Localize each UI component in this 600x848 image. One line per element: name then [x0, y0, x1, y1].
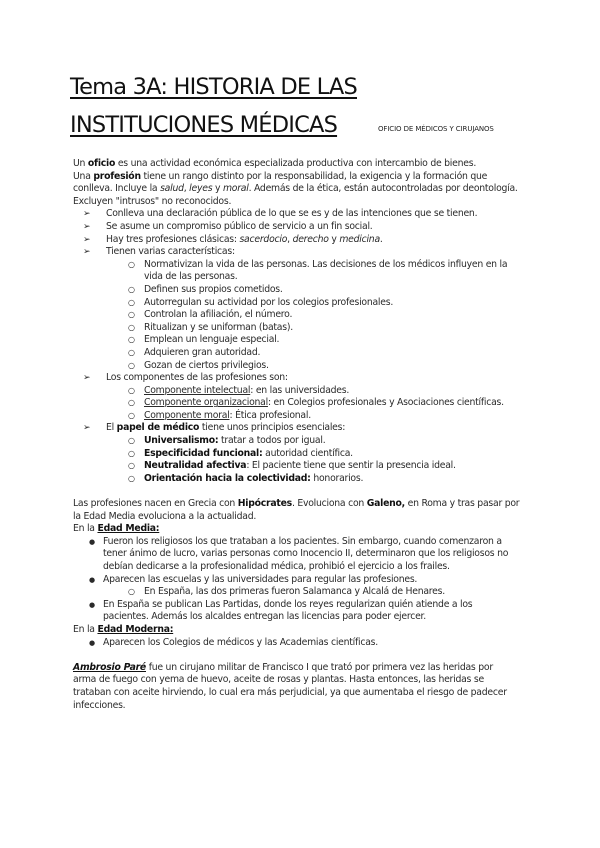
sub-list-item: ○ Neutralidad afectiva: El paciente tiene que sentir la presencia ideal. — [73, 460, 533, 473]
bullet-item: ● En España se publican Las Partidas, donde los reyes regularizan quién atiende a los — [73, 599, 533, 612]
bullet-item-cont: debían dedicarse a la profesionalidad médica, prohibió el ejercicio a los frailes. — [103, 561, 450, 572]
paragraph-oficio: Un oficio es una actividad económica especializada productiva con intercambio de bienes. — [73, 158, 477, 169]
sub-list-item: ○ En España, las dos primeras fueron Salamanca y Alcalá de Henares. — [73, 586, 533, 599]
heading-edad-moderna: En la Edad Moderna: — [73, 623, 174, 635]
list-item: ➢ Conlleva una declaración pública de lo que se es y de las intenciones que se tienen. — [73, 208, 533, 221]
list-item: ➢ Se asume un compromiso público de servicio a un fin social. — [73, 221, 533, 234]
bullet-item: ● Aparecen las escuelas y las universidades para regular las profesiones. — [73, 574, 533, 587]
paragraph-historia: Las profesiones nacen en Grecia con Hipócrates. Evoluciona con Galeno, en Roma y tras pasar por — [73, 498, 520, 510]
sub-list-item-cont: vida de las personas. — [144, 271, 238, 283]
sub-list-item: ○ Autorregulan su actividad por los colegios profesionales. — [73, 297, 533, 310]
paragraph-excluyen: Excluyen "intrusos" no reconocidos. — [73, 195, 232, 207]
list-item: ➢ El papel de médico tiene unos principios esenciales: — [73, 422, 533, 435]
sub-list-item: ○ Controlan la afiliación, el número. — [73, 309, 533, 322]
sub-list-item: ○ Emplean un lenguaje especial. — [73, 334, 533, 347]
page-subtitle: OFICIO DE MÉDICOS Y CIRUJANOS — [378, 125, 494, 133]
sub-list-item: ○ Componente intelectual: en las universidades. — [73, 385, 533, 398]
paragraph-profesion: Una profesión tiene un rango distinto por la responsabilidad, la exigencia y la formación que — [73, 170, 488, 182]
list-item: ➢ Los componentes de las profesiones son: — [73, 372, 533, 385]
heading-edad-media: En la Edad Media: — [73, 523, 160, 535]
page-title-line1: Tema 3A: HISTORIA DE LAS — [70, 74, 357, 100]
sub-list-item: ○ Adquieren gran autoridad. — [73, 347, 533, 360]
sub-list-item: ○ Gozan de ciertos privilegios. — [73, 360, 533, 373]
sub-list-item: ○ Componente organizacional: en Colegios profesionales y Asociaciones científicas. — [73, 397, 533, 410]
document-body — [73, 158, 533, 712]
paragraph-historia-cont: la Edad Media evoluciona a la actualidad. — [73, 510, 257, 522]
list-item: ➢ Hay tres profesiones clásicas: sacerdocio, derecho y medicina. — [73, 234, 533, 247]
sub-list-item: ○ Componente moral: Ética profesional. — [73, 410, 533, 423]
list-item: ➢ Tienen varias características: — [73, 246, 533, 259]
page-title-line2: INSTITUCIONES MÉDICAS — [70, 112, 338, 138]
sub-list-item: ○ Definen sus propios cometidos. — [73, 284, 533, 297]
sub-list-item: ○ Orientación hacia la colectividad: honorarios. — [73, 473, 533, 486]
paragraph-pare: Ambrosio Paré fue un cirujano militar de Francisco I que trató por primera vez las heridas por — [73, 661, 493, 673]
paragraph-pare-cont: trataban con aceite hirviendo, lo cual era más perjudicial, ya que aumentaba el riesgo de padecer — [73, 686, 507, 698]
paragraph-pare-cont: arma de fuego con yema de huevo, aceite de rosas y plantas. Hasta entonces, las heridas se — [73, 674, 484, 686]
sub-list-item: ○ Ritualizan y se uniforman (batas). — [73, 322, 533, 335]
paragraph-profesion-cont: conlleva. Incluye la salud, leyes y moral. Además de la ética, están autocontroladas por deontología. — [73, 183, 518, 195]
paragraph-pare-cont: infecciones. — [73, 699, 126, 711]
sub-list-item: ○ Universalismo: tratar a todos por igual. — [73, 435, 533, 448]
bullet-item: ● Aparecen los Colegios de médicos y las Academias científicas. — [73, 637, 533, 650]
bullet-item: ● Fueron los religiosos los que trataban a los pacientes. Sin embargo, cuando comenzaron a — [73, 536, 533, 549]
bullet-item-cont: tener ánimo de lucro, varias personas como Inocencio II, determinaron que los religiosos no — [103, 548, 509, 560]
bullet-item-cont: pacientes. Además los alcaldes entregan las licencias para poder ejercer. — [103, 611, 426, 623]
sub-list-item: ○ Especificidad funcional: autoridad científica. — [73, 448, 533, 461]
sub-list-item: ○ Normativizan la vida de las personas. Las decisiones de los médicos influyen en la — [73, 259, 533, 272]
